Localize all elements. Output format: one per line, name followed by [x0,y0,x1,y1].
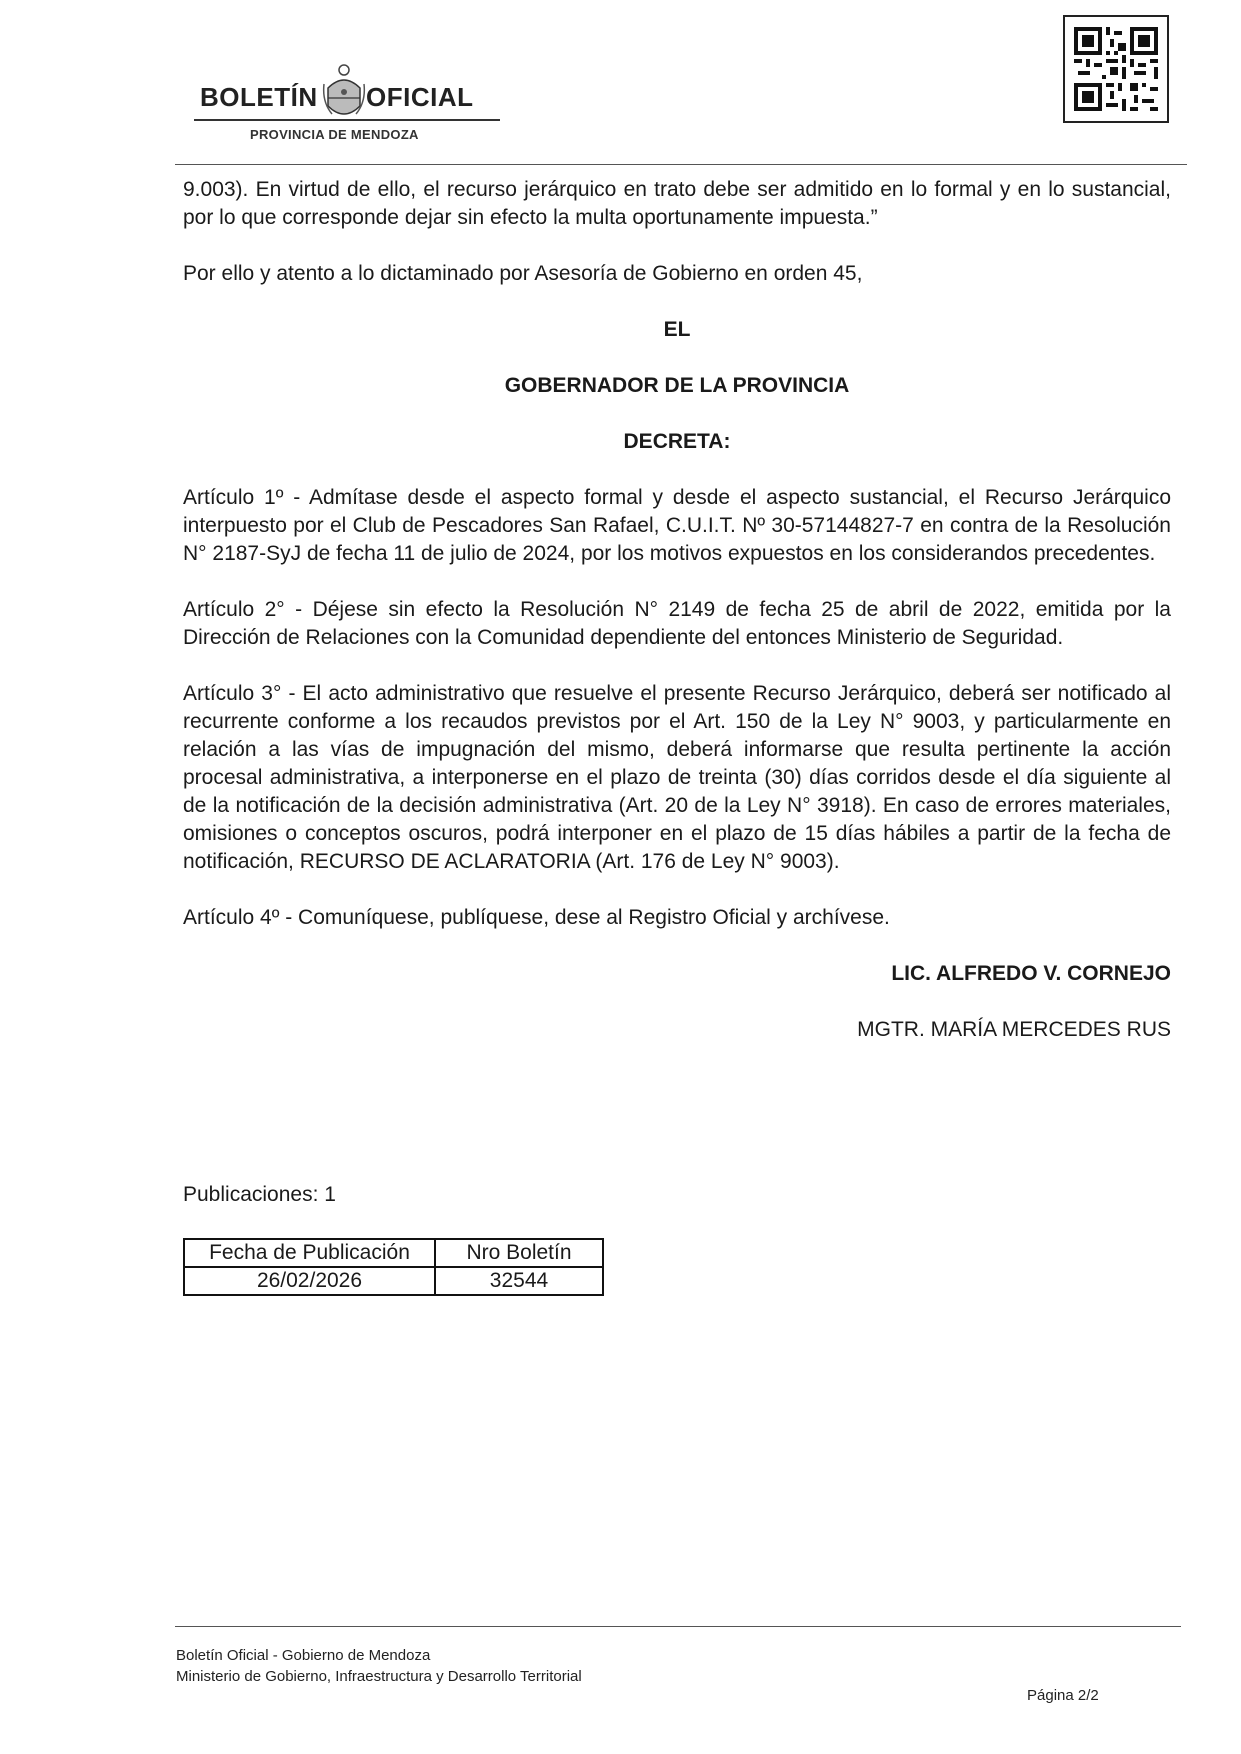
article-3: Artículo 3° - El acto administrativo que resuelve el presente Recurso Jerárquico, deberá ser notificado al recurrente conforme a los recaudos previstos por el Art. 150 de la Ley N° 9003, y particularmente en relación a las vías de impugnación del mismo, deberá informarse que resulta pertinente la acción procesal administrativa, a interponerse en el plazo de treinta (30) días corridos desde el día siguiente al de la notificación de la decisión administrativa (Art. 20 de la Ley N° 3918). En caso de errores materiales, omisiones o conceptos oscuros, podrá interponer en el plazo de 15 días hábiles a partir de la fecha de notificación, RECURSO DE ACLARATORIA (Art. 176 de Ley N° 9003). [183,682,1171,873]
footer-divider [175,1626,1181,1627]
table-header-cell: Fecha de Publicación [184,1239,435,1267]
article-2: Artículo 2° - Déjese sin efecto la Resolución N° 2149 de fecha 25 de abril de 2022, emitida por la Dirección de Relaciones con la Comunidad dependiente del entonces Ministerio de Seguridad. [183,598,1171,649]
signature-governor: LIC. ALFREDO V. CORNEJO [891,962,1171,985]
qr-code [1063,15,1169,123]
logo-title-right: OFICIAL [366,82,474,112]
heading-decreta: DECRETA: [623,430,731,453]
publications-table [183,1238,604,1296]
page-header [0,0,1241,168]
document-body [183,176,1171,1072]
publications-count: Publicaciones: 1 [183,1183,336,1206]
table-header-cell: Nro Boletín [435,1239,603,1267]
signature-minister: MGTR. MARÍA MERCEDES RUS [857,1018,1171,1041]
header-divider [175,164,1187,165]
logo-divider [194,119,500,121]
page-footer [176,1645,582,1687]
article-1: Artículo 1º - Admítase desde el aspecto formal y desde el aspecto sustancial, el Recurso Jerárquico interpuesto por el Club de Pescadores San Rafael, C.U.I.T. Nº 30-57144827-7 en contra de la Resolución N° 2187-SyJ de fecha 11 de julio de 2024, por los motivos expuestos en los considerandos precedentes. [183,486,1171,565]
logo-title-left: BOLETÍN [200,82,318,112]
article-4: Artículo 4º - Comuníquese, publíquese, dese al Registro Oficial y archívese. [183,906,890,929]
table-header-row [184,1239,603,1267]
page-number: Página 2/2 [1027,1687,1099,1704]
footer-line-1: Boletín Oficial - Gobierno de Mendoza [176,1647,431,1664]
paragraph-continuation: 9.003). En virtud de ello, el recurso jerárquico en trato debe ser admitido en lo formal y en lo sustancial, por lo que corresponde dejar sin efecto la multa oportunamente impuesta.” [183,178,1171,229]
heading-el: EL [663,318,691,341]
qr-code-icon [1074,26,1158,112]
footer-line-2: Ministerio de Gobierno, Infraestructura y Desarrollo Territorial [176,1668,582,1685]
logo-subtitle: PROVINCIA DE MENDOZA [250,127,419,142]
heading-gobernador: GOBERNADOR DE LA PROVINCIA [504,374,850,397]
table-cell-bulletin-number: 32544 [435,1267,603,1295]
paragraph-por-ello: Por ello y atento a lo dictaminado por Asesoría de Gobierno en orden 45, [183,262,863,285]
table-row [184,1267,603,1295]
table-cell-date: 26/02/2026 [184,1267,435,1295]
boletin-oficial-logo [194,62,500,146]
provincial-seal-icon [322,62,366,124]
